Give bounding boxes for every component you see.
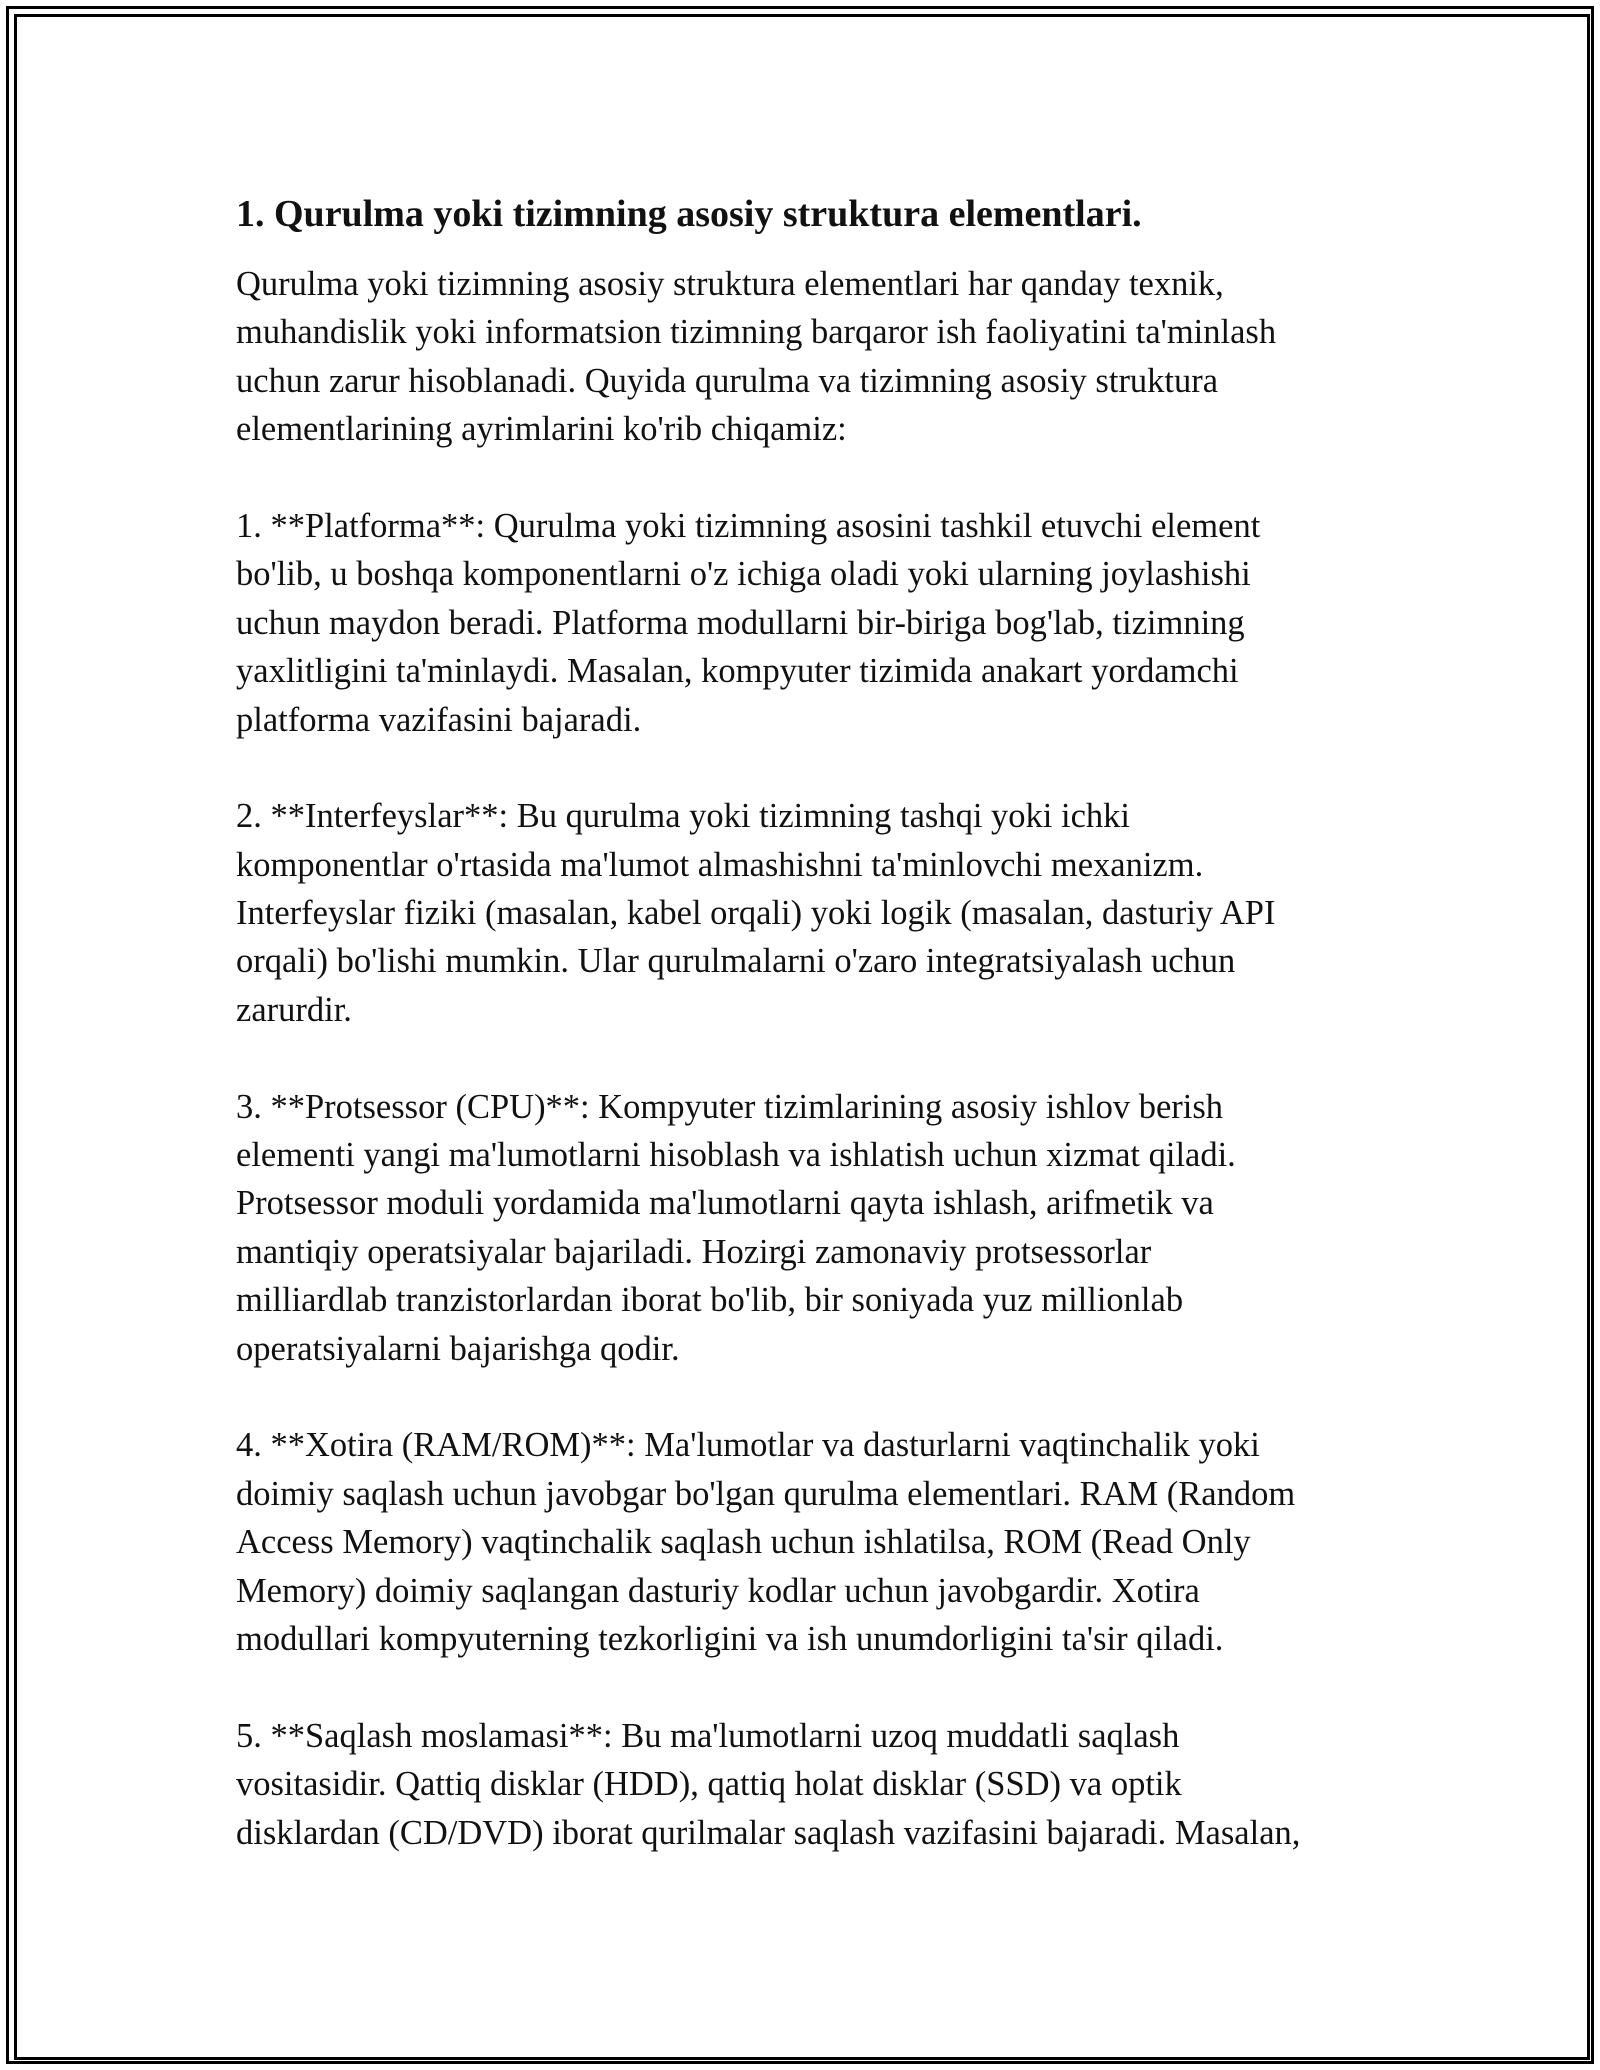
- text-line: doimiy saqlash uchun javobgar bo'lgan qurulma elementlari. RAM (Random: [236, 1474, 1296, 1513]
- text-line: orqali) bo'lishi mumkin. Ular qurulmalarni o'zaro integratsiyalash uchun: [236, 942, 1236, 981]
- text-line: mantiqiy operatsiyalar bajariladi. Hozirgi zamonaviy protsessorlar: [236, 1232, 1152, 1271]
- text-line: 5. **Saqlash moslamasi**: Bu ma'lumotlarni uzoq muddatli saqlash: [236, 1716, 1180, 1755]
- paragraph-interfeyslar: [236, 792, 1396, 1034]
- text-line: Access Memory) vaqtinchalik saqlash uchun ishlatilsa, ROM (Read Only: [236, 1523, 1251, 1562]
- text-line: muhandislik yoki informatsion tizimning barqaror ish faoliyatini ta'minlash: [236, 313, 1277, 352]
- text-line: bo'lib, u boshqa komponentlarni o'z ichiga oladi yoki ularning joylashishi: [236, 555, 1251, 594]
- text-line: zarurdir.: [236, 990, 352, 1029]
- text-line: platforma vazifasini bajaradi.: [236, 700, 642, 739]
- paragraph-gap: [236, 1034, 1396, 1082]
- text-line: milliardlab tranzistorlardan iborat bo'lib, bir soniyada yuz millionlab: [236, 1281, 1184, 1320]
- paragraph-protsessor: [236, 1083, 1396, 1373]
- document-body: [236, 186, 1396, 1857]
- paragraph-intro: [236, 260, 1396, 454]
- paragraph-gap: [236, 1373, 1396, 1421]
- text-line: modullari kompyuterning tezkorligini va ish unumdorligini ta'sir qiladi.: [236, 1619, 1224, 1658]
- text-line: 4. **Xotira (RAM/ROM)**: Ma'lumotlar va dasturlarni vaqtinchalik yoki: [236, 1426, 1260, 1465]
- text-line: 1. **Platforma**: Qurulma yoki tizimning asosini tashkil etuvchi element: [236, 506, 1261, 545]
- paragraph-gap: [236, 454, 1396, 502]
- text-line: 2. **Interfeyslar**: Bu qurulma yoki tizimning tashqi yoki ichki: [236, 797, 1130, 836]
- text-line: elementlarining ayrimlarini ko'rib chiqamiz:: [236, 410, 847, 449]
- text-line: uchun zarur hisoblanadi. Quyida qurulma va tizimning asosiy struktura: [236, 361, 1219, 400]
- text-line: 3. **Protsessor (CPU)**: Kompyuter tizimlarining asosiy ishlov berish: [236, 1087, 1224, 1126]
- text-line: vositasidir. Qattiq disklar (HDD), qattiq holat disklar (SSD) va optik: [236, 1765, 1182, 1804]
- text-line: Protsessor moduli yordamida ma'lumotlarni qayta ishlash, arifmetik va: [236, 1184, 1214, 1223]
- text-line: Memory) doimiy saqlangan dasturiy kodlar uchun javobgardir. Xotira: [236, 1571, 1200, 1610]
- text-line: yaxlitligini ta'minlaydi. Masalan, kompyuter tizimida anakart yordamchi: [236, 652, 1239, 691]
- text-line: operatsiyalarni bajarishga qodir.: [236, 1329, 680, 1368]
- paragraph-xotira: [236, 1421, 1396, 1663]
- text-line: komponentlar o'rtasida ma'lumot almashishni ta'minlovchi mexanizm.: [236, 845, 1204, 884]
- paragraph-platforma: [236, 502, 1396, 744]
- paragraph-gap: [236, 1663, 1396, 1711]
- document-title: 1. Qurulma yoki tizimning asosiy struktura elementlari.: [236, 193, 1142, 235]
- text-line: Qurulma yoki tizimning asosiy struktura elementlari har qanday texnik,: [236, 265, 1224, 303]
- text-line: uchun maydon beradi. Platforma modullarni bir-biriga bog'lab, tizimning: [236, 603, 1245, 642]
- text-line: elementi yangi ma'lumotlarni hisoblash va ishlatish uchun xizmat qiladi.: [236, 1136, 1236, 1175]
- paragraph-gap: [236, 744, 1396, 792]
- paragraph-saqlash: [236, 1712, 1396, 1857]
- text-line: Interfeyslar fiziki (masalan, kabel orqali) yoki logik (masalan, dasturiy API: [236, 894, 1276, 933]
- text-line: disklardan (CD/DVD) iborat qurilmalar saqlash vazifasini bajaradi. Masalan,: [236, 1813, 1301, 1852]
